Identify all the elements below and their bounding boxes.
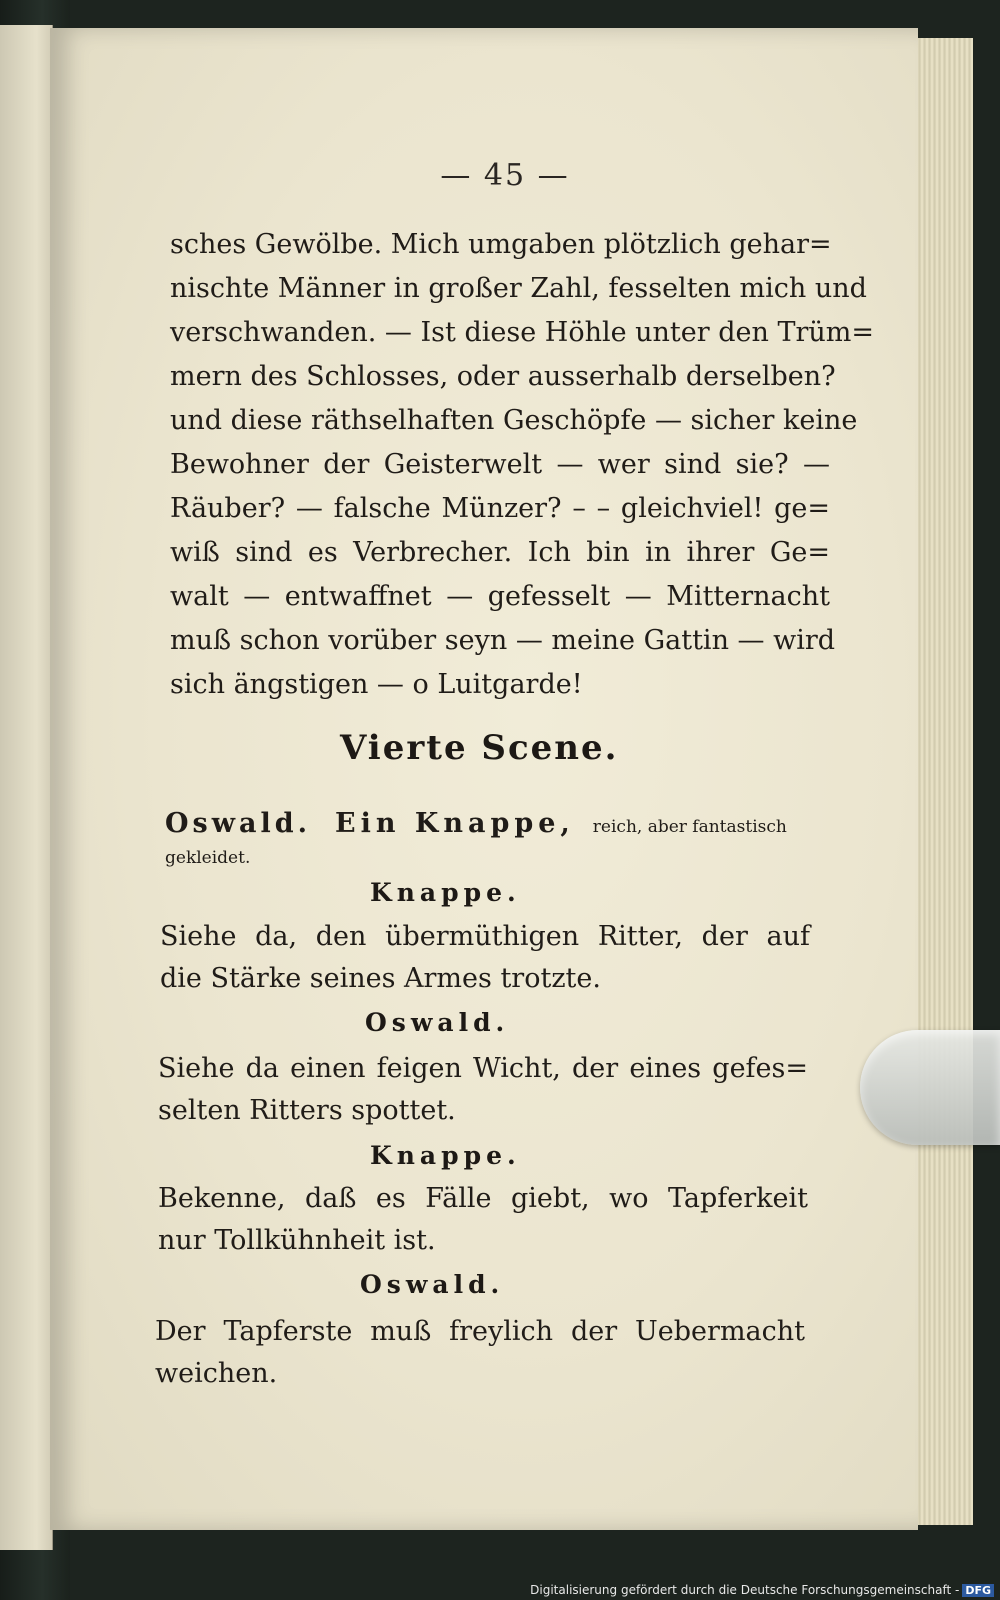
speech-line: Bekenne, daß es Fälle giebt, wo Tapferkeit <box>158 1183 808 1214</box>
body-line: muß schon vorüber seyn — meine Gattin — wird <box>170 625 836 656</box>
page-number: — 45 — <box>440 158 570 193</box>
speaker-name: Knappe. <box>370 1141 521 1170</box>
speech-text <box>158 1178 808 1262</box>
body-line: walt — entwaffnet — gefesselt — Mitternacht <box>170 581 830 612</box>
stage-direction <box>165 808 825 868</box>
body-text <box>170 223 875 707</box>
left-page-edge <box>0 25 53 1550</box>
stage-direction-role: Ein Knappe, <box>335 808 575 839</box>
speech-line: Siehe da einen feigen Wicht, der eines gefes= <box>158 1053 808 1084</box>
page-clip-tab <box>860 1030 1000 1145</box>
body-line: nischte Männer in großer Zahl, fesselten mich und <box>170 273 867 304</box>
body-line: Bewohner der Geisterwelt — wer sind sie? — <box>170 449 830 480</box>
speech-line: Siehe da, den übermüthigen Ritter, der auf <box>160 921 810 952</box>
speech-line: nur Tollkühnheit ist. <box>158 1225 436 1256</box>
speech-text <box>160 916 810 1000</box>
speech-line: selten Ritters spottet. <box>158 1095 456 1126</box>
stage-direction-desc: gekleidet. <box>165 848 251 868</box>
body-line: und diese räthselhaften Geschöpfe — sicher keine <box>170 405 858 436</box>
speech-text <box>158 1048 808 1132</box>
speech-line: weichen. <box>155 1358 278 1389</box>
body-line: wiß sind es Verbrecher. Ich bin in ihrer Ge= <box>170 537 830 568</box>
body-line: sich ängstigen — o Luitgarde! <box>170 669 583 700</box>
body-line: sches Gewölbe. Mich umgaben plötzlich gehar= <box>170 229 832 260</box>
speaker-name: Oswald. <box>360 1270 505 1299</box>
stage-direction-name: Oswald. <box>165 808 311 839</box>
scene-heading: Vierte Scene. <box>340 728 619 768</box>
speaker-name: Oswald. <box>365 1008 510 1037</box>
speaker-name: Knappe. <box>370 878 521 907</box>
speech-line: Der Tapferste muß freylich der Uebermacht <box>155 1316 805 1347</box>
digitization-credit <box>530 1583 994 1597</box>
dfg-logo: DFG <box>962 1584 994 1597</box>
body-line: verschwanden. — Ist diese Höhle unter den Trüm= <box>170 317 875 348</box>
speech-line: die Stärke seines Armes trotzte. <box>160 963 601 994</box>
speech-text <box>155 1311 805 1395</box>
stage-direction-desc: reich, aber fantastisch <box>592 817 787 837</box>
body-line: mern des Schlosses, oder ausserhalb derselben? <box>170 361 836 392</box>
credit-text: Digitalisierung gefördert durch die Deutsche Forschungsgemeinschaft - <box>530 1583 960 1597</box>
book-page <box>50 28 918 1530</box>
body-line: Räuber? — falsche Münzer? – – gleichviel! ge= <box>170 493 830 524</box>
